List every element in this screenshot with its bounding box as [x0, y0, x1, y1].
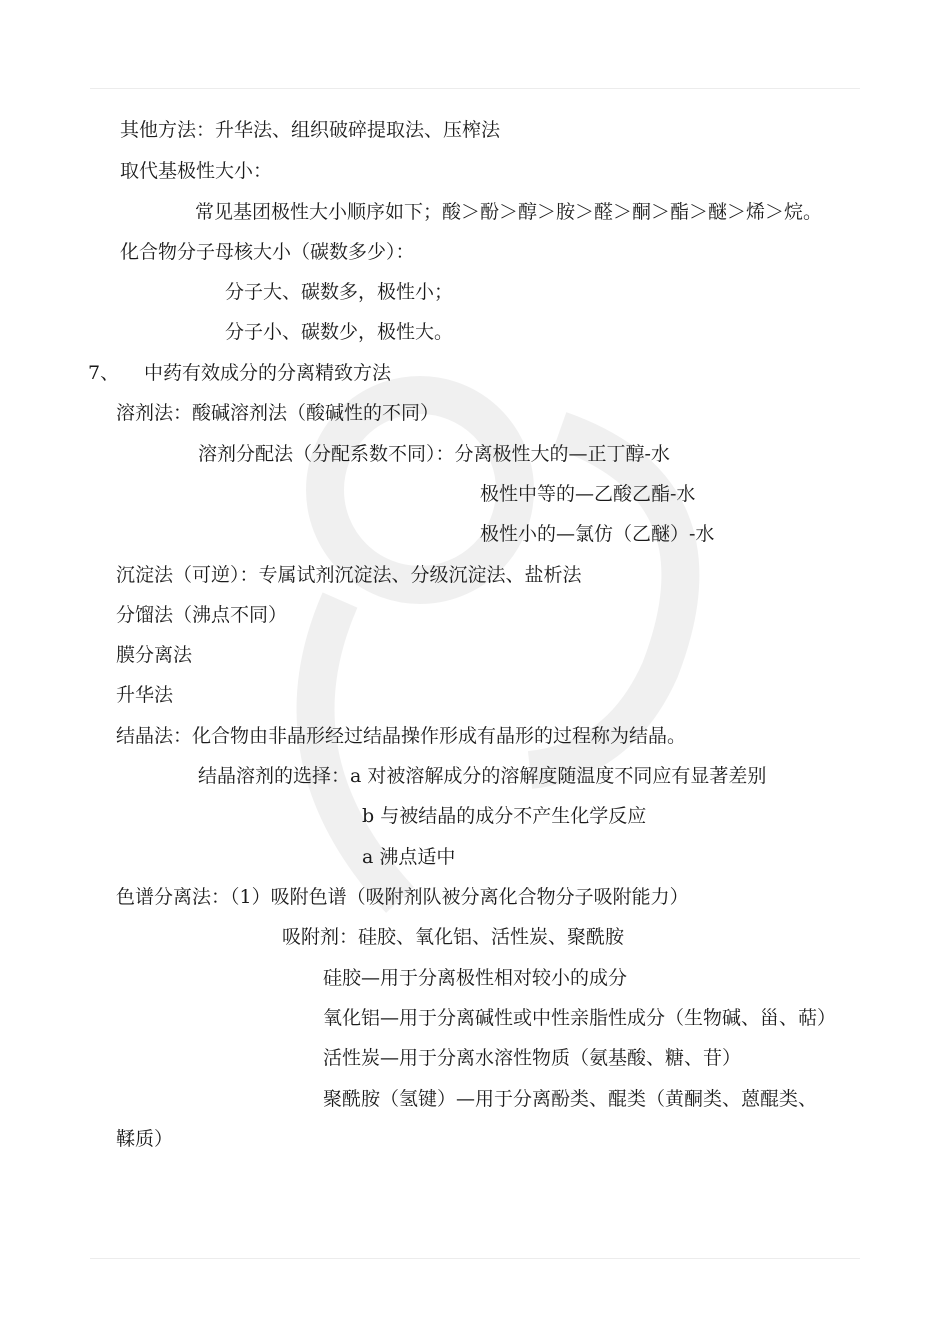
section-title: 中药有效成分的分离精致方法 — [144, 362, 392, 384]
text-line-sublimation: 升华法 — [116, 684, 174, 706]
text-line-low-polarity: 极性小的—氯仿（乙醚）-水 — [480, 523, 715, 545]
text-line-substituent-polarity: 取代基极性大小： — [120, 160, 273, 182]
text-line-small-molecule: 分子小、碳数少，极性大。 — [225, 321, 454, 343]
text-line-silica: 硅胶—用于分离极性相对较小的成分 — [323, 967, 628, 989]
text-line-polarity-order: 常见基团极性大小顺序如下；酸＞酚＞醇＞胺＞醛＞酮＞酯＞醚＞烯＞烷。 — [195, 201, 823, 223]
text-line-precipitation: 沉淀法（可逆）：专属试剂沉淀法、分级沉淀法、盐析法 — [116, 564, 582, 586]
text-line-membrane: 膜分离法 — [116, 644, 193, 666]
section-number: 7、 — [88, 362, 120, 384]
text-line-tannin: 鞣质） — [116, 1128, 174, 1150]
text-line-fractionation: 分馏法（沸点不同） — [116, 604, 288, 626]
text-line-solvent-choice-c: a 沸点适中 — [362, 846, 456, 868]
text-line-medium-polarity: 极性中等的—乙酸乙酯-水 — [480, 483, 696, 505]
text-line-solvent-method: 溶剂法：酸碱溶剂法（酸碱性的不同） — [116, 402, 440, 424]
text-line-other-methods: 其他方法：升华法、组织破碎提取法、压榨法 — [120, 119, 501, 141]
watermark-logo — [230, 340, 770, 980]
text-line-partition-method: 溶剂分配法（分配系数不同）：分离极性大的—正丁醇-水 — [198, 443, 670, 465]
text-line-chromatography: 色谱分离法：（1）吸附色谱（吸附剂队被分离化合物分子吸附能力） — [116, 886, 689, 908]
text-line-solvent-choice-b: b 与被结晶的成分不产生化学反应 — [362, 805, 647, 827]
text-line-polyamide: 聚酰胺（氢键）—用于分离酚类、醌类（黄酮类、蒽醌类、 — [323, 1088, 818, 1110]
footer-rule — [90, 1258, 860, 1259]
text-line-alumina: 氧化铝—用于分离碱性或中性亲脂性成分（生物碱、甾、萜） — [323, 1007, 837, 1029]
text-line-large-molecule: 分子大、碳数多，极性小； — [225, 281, 454, 303]
section-heading-7 — [88, 361, 391, 385]
text-line-adsorbents: 吸附剂：硅胶、氧化铝、活性炭、聚酰胺 — [282, 926, 625, 948]
header-rule — [90, 88, 860, 89]
text-line-activated-carbon: 活性炭—用于分离水溶性物质（氨基酸、糖、苷） — [323, 1047, 742, 1069]
text-line-nucleus-size: 化合物分子母核大小（碳数多少）： — [120, 241, 415, 263]
text-line-solvent-choice-a: 结晶溶剂的选择：a 对被溶解成分的溶解度随温度不同应有显著差别 — [198, 765, 767, 787]
text-line-crystallization: 结晶法：化合物由非晶形经过结晶操作形成有晶形的过程称为结晶。 — [116, 725, 687, 747]
